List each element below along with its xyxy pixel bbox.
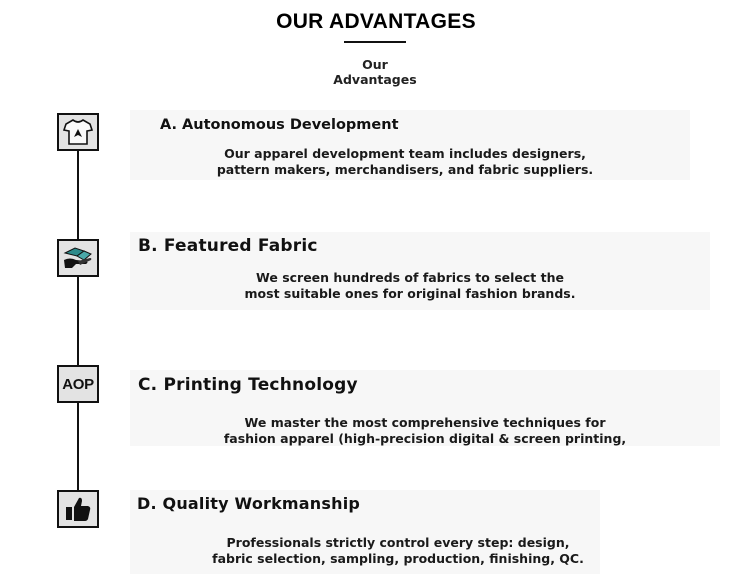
item-a-desc-line-2: pattern makers, merchandisers, and fabric suppliers.	[216, 162, 594, 177]
item-b-desc-line-2: most suitable ones for original fashion brands.	[244, 286, 576, 301]
item-c-icon-box	[57, 365, 99, 403]
item-d-desc-line-1: Professionals strictly control every step: design,	[226, 535, 570, 550]
item-a-desc-line-1: Our apparel development team includes designers,	[224, 146, 586, 161]
title-underline	[344, 41, 406, 43]
item-c-desc-line-2: fashion apparel (high-precision digital & screen printing,	[223, 431, 627, 446]
item-b-heading: B. Featured Fabric	[138, 236, 318, 256]
timeline-connector	[77, 150, 79, 494]
item-a-heading: A. Autonomous Development	[160, 117, 399, 133]
thumbs-up-icon	[64, 495, 92, 523]
t-shirt-icon	[63, 118, 93, 146]
item-b-icon-box	[57, 239, 99, 277]
item-c-heading: C. Printing Technology	[138, 375, 358, 395]
item-d-desc-line-2: fabric selection, sampling, production, finishing, QC.	[212, 551, 584, 566]
item-d-description	[198, 535, 598, 567]
item-b-description	[215, 270, 605, 302]
item-a-description	[205, 146, 605, 178]
page-subtitle	[300, 57, 450, 87]
subtitle-line-1: Our	[362, 57, 388, 72]
subtitle-line-2: Advantages	[333, 72, 417, 87]
page-title: OUR ADVANTAGES	[276, 10, 476, 33]
item-a-icon-box	[57, 113, 99, 151]
item-b-desc-line-1: We screen hundreds of fabrics to select the	[256, 270, 564, 285]
fabric-hand-icon	[62, 245, 94, 271]
item-c-desc-line-1: We master the most comprehensive techniques for	[244, 415, 606, 430]
aop-icon: AOP	[62, 375, 94, 393]
item-d-heading: D. Quality Workmanship	[137, 494, 361, 513]
item-d-icon-box	[57, 490, 99, 528]
item-c-description	[195, 415, 655, 447]
